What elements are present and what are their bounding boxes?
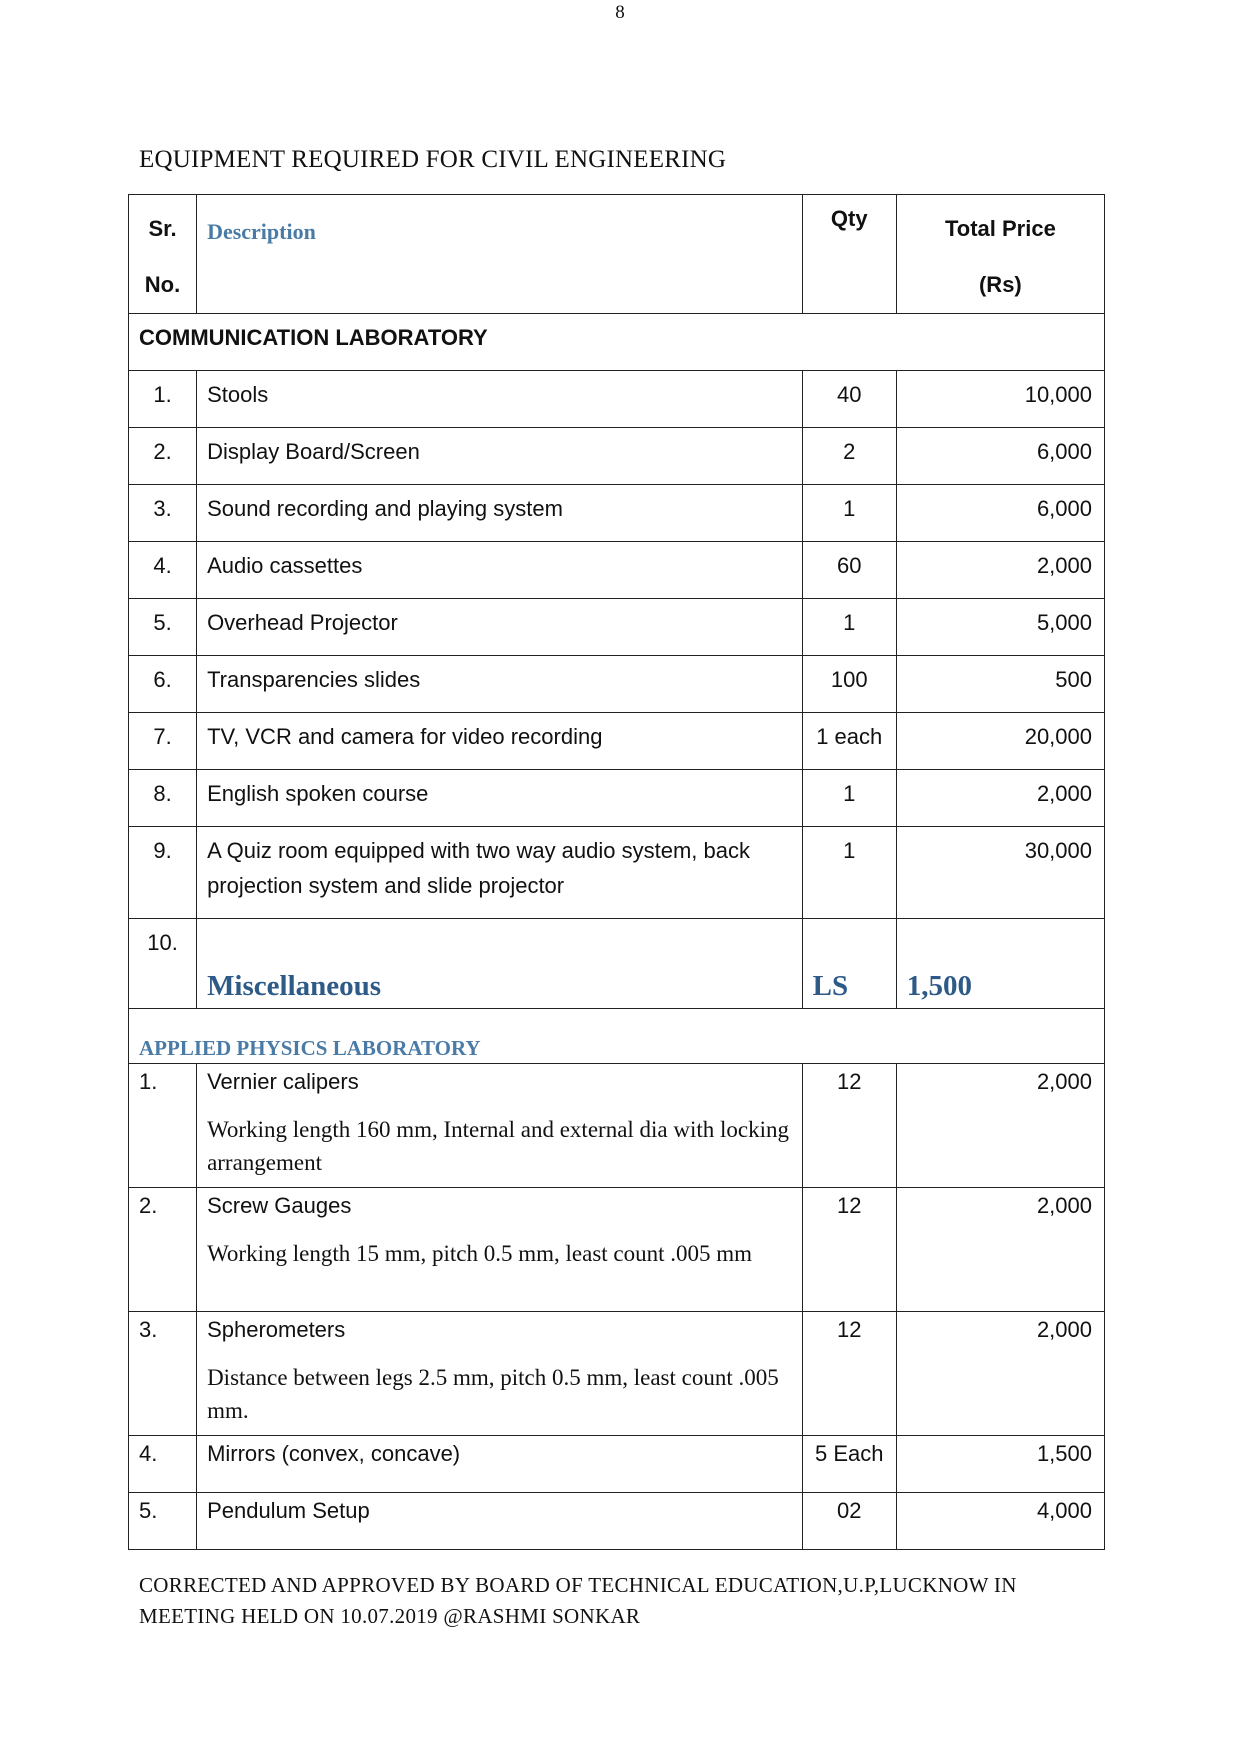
table-row — [129, 1188, 1105, 1312]
row-price: 2,000 — [896, 542, 1104, 599]
table-row — [129, 1493, 1105, 1550]
row-description: Miscellaneous — [197, 919, 803, 1009]
row-qty: 1 each — [802, 713, 896, 770]
row-qty: 2 — [802, 428, 896, 485]
row-description: TV, VCR and camera for video recording — [197, 713, 803, 770]
row-sr: 1. — [129, 371, 197, 428]
row-price: 30,000 — [896, 827, 1104, 919]
row-qty: 12 — [802, 1312, 896, 1436]
row-sr: 1. — [129, 1064, 197, 1188]
row-price: 2,000 — [896, 1188, 1104, 1312]
section-title-physics: APPLIED PHYSICS LABORATORY — [129, 1009, 1105, 1064]
document-title: EQUIPMENT REQUIRED FOR CIVIL ENGINEERING — [139, 146, 727, 173]
row-qty: 1 — [802, 827, 896, 919]
table-row — [129, 542, 1105, 599]
row-sr: 3. — [129, 485, 197, 542]
page-number: 8 — [615, 2, 625, 23]
row-sr: 5. — [129, 599, 197, 656]
row-qty: 40 — [802, 371, 896, 428]
row-description — [197, 1064, 803, 1188]
row-qty: 02 — [802, 1493, 896, 1550]
row-sr: 7. — [129, 713, 197, 770]
row-description: Mirrors (convex, concave) — [197, 1436, 803, 1493]
row-description: Pendulum Setup — [197, 1493, 803, 1550]
row-description: Display Board/Screen — [197, 428, 803, 485]
row-price: 1,500 — [896, 919, 1104, 1009]
row-price: 5,000 — [896, 599, 1104, 656]
row-description: Transparencies slides — [197, 656, 803, 713]
row-sr: 6. — [129, 656, 197, 713]
row-price: 4,000 — [896, 1493, 1104, 1550]
header-qty: Qty — [802, 195, 896, 314]
row-sr: 9. — [129, 827, 197, 919]
table-row — [129, 599, 1105, 656]
row-description: Stools — [197, 371, 803, 428]
item-detail: Distance between legs 2.5 mm, pitch 0.5 mm, least count .005 mm. — [207, 1365, 779, 1423]
row-description: Overhead Projector — [197, 599, 803, 656]
table-row — [129, 1312, 1105, 1436]
row-sr: 5. — [129, 1493, 197, 1550]
row-price: 20,000 — [896, 713, 1104, 770]
table-row — [129, 770, 1105, 827]
item-detail: Working length 160 mm, Internal and external dia with locking arrangement — [207, 1117, 790, 1175]
item-detail: Working length 15 mm, pitch 0.5 mm, least count .005 mm — [207, 1241, 753, 1266]
row-qty: 1 — [802, 599, 896, 656]
table-row — [129, 428, 1105, 485]
header-sr-no — [129, 195, 197, 314]
row-description — [197, 1312, 803, 1436]
table-header-row — [129, 195, 1105, 314]
row-price: 10,000 — [896, 371, 1104, 428]
item-name: Vernier calipers — [207, 1069, 359, 1094]
table-row — [129, 371, 1105, 428]
row-qty: 12 — [802, 1064, 896, 1188]
row-description: English spoken course — [197, 770, 803, 827]
table-row — [129, 827, 1105, 919]
row-qty: 1 — [802, 770, 896, 827]
row-qty: LS — [802, 919, 896, 1009]
row-sr: 2. — [129, 1188, 197, 1312]
row-price: 2,000 — [896, 1064, 1104, 1188]
row-sr: 10. — [129, 919, 197, 1009]
section-title-communication: COMMUNICATION LABORATORY — [129, 314, 1105, 371]
table-row — [129, 1436, 1105, 1493]
table-row-miscellaneous — [129, 919, 1105, 1009]
header-sr-line1: Sr. — [148, 216, 177, 241]
header-sr-line2: No. — [144, 272, 181, 297]
table-row — [129, 656, 1105, 713]
approval-footer — [139, 1570, 1099, 1632]
table-row — [129, 485, 1105, 542]
row-description — [197, 1188, 803, 1312]
row-sr: 4. — [129, 542, 197, 599]
table-row — [129, 713, 1105, 770]
header-price-line1: Total Price — [944, 216, 1056, 241]
footer-line2: MEETING HELD ON 10.07.2019 @RASHMI SONKAR — [139, 1604, 641, 1628]
header-description: Description — [197, 195, 803, 314]
row-sr: 2. — [129, 428, 197, 485]
footer-line1: CORRECTED AND APPROVED BY BOARD OF TECHNICAL EDUCATION,U.P,LUCKNOW IN — [139, 1573, 1017, 1597]
header-price-line2: (Rs) — [978, 272, 1022, 297]
header-total-price — [896, 195, 1104, 314]
row-price: 2,000 — [896, 1312, 1104, 1436]
row-price: 6,000 — [896, 485, 1104, 542]
row-description: Sound recording and playing system — [197, 485, 803, 542]
section-row-physics — [129, 1009, 1105, 1064]
row-qty: 1 — [802, 485, 896, 542]
row-price: 500 — [896, 656, 1104, 713]
row-price: 2,000 — [896, 770, 1104, 827]
row-price: 6,000 — [896, 428, 1104, 485]
section-row-communication — [129, 314, 1105, 371]
equipment-table — [128, 194, 1105, 1550]
row-description: A Quiz room equipped with two way audio system, back projection system and slide projector — [197, 827, 803, 919]
row-qty: 60 — [802, 542, 896, 599]
item-name: Spherometers — [207, 1317, 346, 1342]
row-sr: 3. — [129, 1312, 197, 1436]
row-qty: 5 Each — [802, 1436, 896, 1493]
row-sr: 4. — [129, 1436, 197, 1493]
item-name: Screw Gauges — [207, 1193, 352, 1218]
table-row — [129, 1064, 1105, 1188]
row-qty: 100 — [802, 656, 896, 713]
row-description: Audio cassettes — [197, 542, 803, 599]
row-qty: 12 — [802, 1188, 896, 1312]
row-price: 1,500 — [896, 1436, 1104, 1493]
row-sr: 8. — [129, 770, 197, 827]
